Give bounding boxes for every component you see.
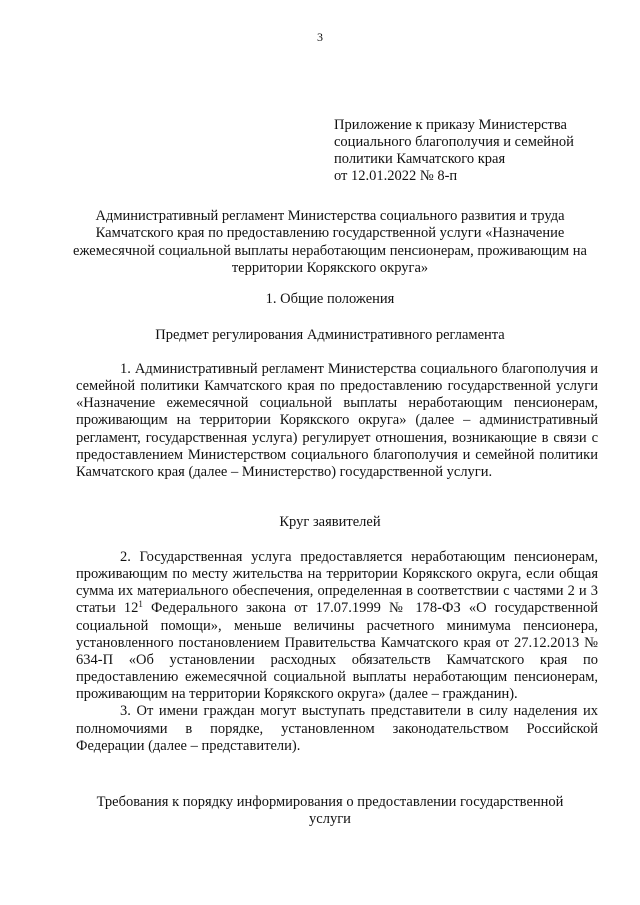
paragraph-1 (76, 361, 598, 481)
subsection-heading-info: Требования к порядку информирования о предоставлении государственной услуги (96, 794, 564, 827)
approval-line: от 12.01.2022 № 8-п (334, 168, 458, 184)
paragraph-1-text: 1. Административный регламент Министерства социального благополучия и семейной политики Камчатского края по предоставлению государственной услуги «Назначение ежемесячной социальной выплаты неработающим пенсионерам, проживающим на территории Корякского округа» (далее – административный регламент, государственная услуга) регулирует отношения, возникающие в связи с предоставлением Министерством социального благополучия и семейной политики Камчатского края (далее – Министерство) государственной услуги. (76, 361, 598, 480)
approval-line: социального благополучия и семейной (334, 134, 574, 150)
subsection-heading-applicants: Круг заявителей (279, 514, 381, 530)
paragraph-3: 3. От имени граждан могут выступать представители в силу наделения их полномочиями в порядке, установленном законодательством Российской Федерации (далее – представители). (76, 703, 598, 754)
approval-line: политики Камчатского края (334, 151, 506, 167)
paragraph-2-text-a: 2. Государственная услуга предоставляется неработающим пенсионерам, проживающим по месту жительства на территории Корякского округа, если общая сумма их материального обеспечения, определенная в соответствии с частями 2 и 3 статьи 12 (76, 549, 598, 617)
subsection-heading-subject: Предмет регулирования Административного регламента (155, 327, 505, 343)
section-heading: 1. Общие положения (265, 291, 395, 307)
paragraphs-2-3 (76, 549, 598, 755)
approval-block (334, 117, 604, 185)
approval-line: Приложение к приказу Министерства (334, 117, 567, 133)
page-number: 3 (317, 30, 323, 44)
paragraph-2-text-b: Федерального закона от 17.07.1999 № 178-ФЗ «О государственной социальной помощи», меньше величины расчетного минимума пенсионера, установленного постановлением Правительства Камчатского края от 27.12.2013 № 634-П «Об установлении расходных обязательств Камчатского края по предоставлению ежемесячной социальной выплаты неработающим пенсионерам, проживающим на территории Корякского округа» (далее – гражданин). (76, 600, 598, 703)
paragraph-2 (76, 549, 598, 703)
document-title: Административный регламент Министерства социального развития и труда Камчатского края по предоставлению государственной услуги «Назначение ежемесячной социальной выплаты неработающим пенсионерам, проживающим на территории Корякского округа» (73, 208, 587, 276)
paragraph-2-superscript: 1 (138, 599, 143, 610)
